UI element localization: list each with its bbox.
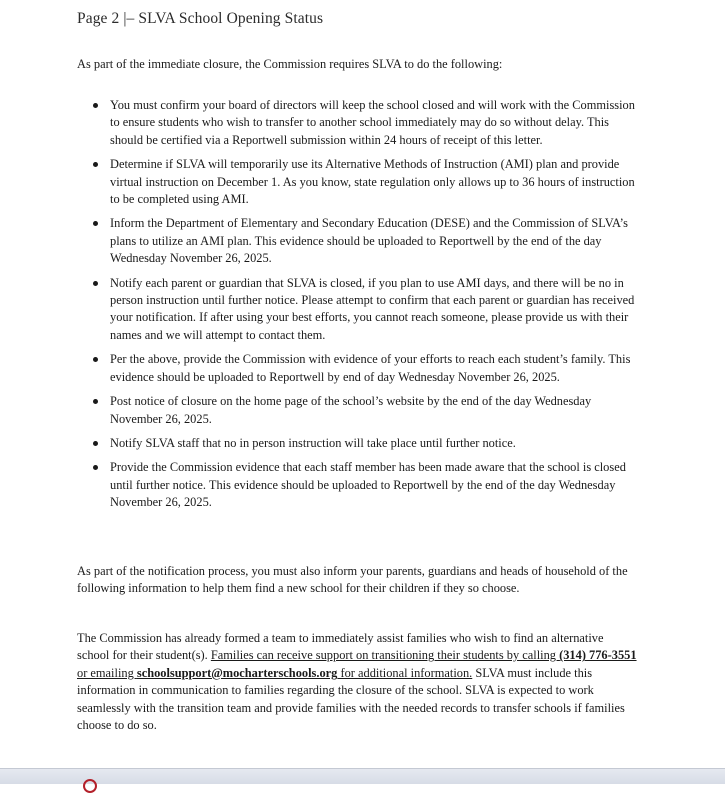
support-email-link[interactable]: schoolsupport@mocharterschools.org xyxy=(136,665,338,680)
list-item: Notify each parent or guardian that SLVA is closed, if you plan to use AMI days, and there will be no in person instruction until further notice. Please attempt to confirm that each parent or guardian has received your notification. If after using your best efforts, you cannot reach someone, please provide us with their names and we will attempt to contact them. xyxy=(92,275,642,345)
list-item: Inform the Department of Elementary and Secondary Education (DESE) and the Commission of SLVA’s plans to utilize an AMI plan. This evidence should be uploaded to Reportwell by the end of the day Wednesday November 26, 2025. xyxy=(92,215,642,267)
requirements-list xyxy=(92,97,642,512)
phone-number[interactable]: (314) 776-3551 xyxy=(559,648,637,663)
bullet-icon xyxy=(93,399,98,404)
page-header: Page 2 |– SLVA School Opening Status xyxy=(77,10,324,27)
list-item: Post notice of closure on the home page of the school’s website by the end of the day Wednesday November 26, 2025. xyxy=(92,393,642,428)
bullet-icon xyxy=(93,441,98,446)
bullet-icon xyxy=(93,357,98,362)
bullet-icon xyxy=(93,221,98,226)
list-item: Per the above, provide the Commission with evidence of your efforts to reach each student’s family. This evidence should be uploaded to Reportwell by end of day Wednesday November 26, 2025. xyxy=(92,351,642,386)
commission-paragraph: The Commission has already formed a team to immediately assist families who wish to find an alternative school for their student(s). Families can receive support on transitioning their students by calling (314) 776-3551 or emailing schoolsupport@mocharterschools.org for additional information. SLVA must include this information in communication to families regarding the closure of the school. SLVA is expected to work seamlessly with the transition team and provide families with the needed records to transfer schools if families choose to do so. xyxy=(77,631,637,733)
bullet-icon xyxy=(93,162,98,167)
bullet-icon xyxy=(93,465,98,470)
notification-paragraph: As part of the notification process, you must also inform your parents, guardians and heads of household of the following information to help them find a new school for their children if they so choose. xyxy=(77,564,628,596)
app-icon[interactable] xyxy=(83,779,97,793)
list-item: You must confirm your board of directors will keep the school closed and will work with the Commission to ensure students who wish to transfer to another school immediately may do so without delay. This should be certified via a Reportwell submission within 24 hours of receipt of this letter. xyxy=(92,97,642,149)
intro-paragraph: As part of the immediate closure, the Commission requires SLVA to do the following: xyxy=(77,57,503,71)
list-item: Provide the Commission evidence that each staff member has been made aware that the school is closed until further notice. This evidence should be uploaded to Reportwell by the end of the day Wednesday November 26, 2025. xyxy=(92,459,642,511)
taskbar xyxy=(0,768,725,784)
bullet-icon xyxy=(93,281,98,286)
bullet-icon xyxy=(93,103,98,108)
list-item: Determine if SLVA will temporarily use its Alternative Methods of Instruction (AMI) plan and provide virtual instruction on December 1. As you know, state regulation only allows up to 36 hours of instruction to be completed using AMI. xyxy=(92,156,642,208)
list-item: Notify SLVA staff that no in person instruction will take place until further notice. xyxy=(92,435,642,452)
support-sentence: Families can receive support on transitioning their students by calling (314) 776-3551 or emailing schoolsupport@mocharterschools.org for additional information. xyxy=(77,648,637,680)
